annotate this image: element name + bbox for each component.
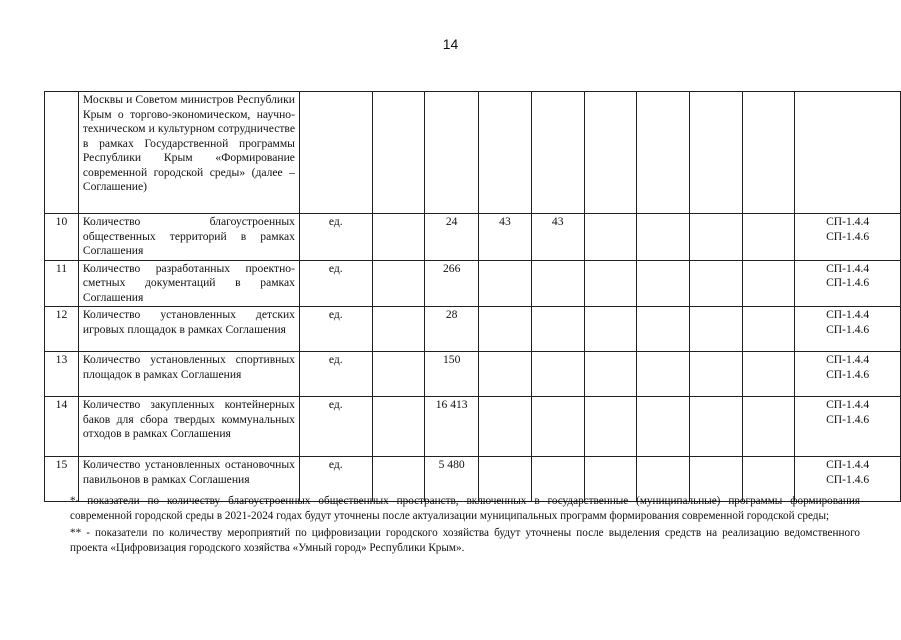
codes-cell	[795, 397, 901, 457]
value-cell	[637, 397, 690, 457]
value-cell	[372, 92, 425, 214]
value-cell	[531, 352, 584, 397]
unit-cell: ед.	[299, 457, 372, 502]
code-label: СП-1.4.6	[826, 276, 870, 289]
table-row	[45, 260, 901, 307]
indicator-name-cell: Количество благоустроенных общественных территорий в рамках Соглашения	[78, 214, 299, 261]
footnotes	[70, 494, 860, 556]
row-number-cell: 15	[45, 457, 79, 502]
indicators-table	[44, 91, 901, 502]
value-cell	[479, 92, 532, 214]
code-label: СП-1.4.4	[826, 353, 870, 366]
value-cell	[372, 260, 425, 307]
value-cell	[531, 92, 584, 214]
unit-cell: ед.	[299, 397, 372, 457]
value-cell	[531, 397, 584, 457]
value-cell: 266	[425, 260, 479, 307]
value-cell	[425, 92, 479, 214]
unit-cell	[299, 92, 372, 214]
row-number-cell: 14	[45, 397, 79, 457]
value-cell	[479, 307, 532, 352]
footnote-2: ** - показатели по количеству мероприятий по цифровизации городского хозяйства будут уточнены после выделения средств на реализацию ведомственного проекта «Цифровизация городского хозяйства «Умный город» Республики Крым».	[70, 527, 860, 554]
value-cell	[742, 397, 795, 457]
table-row	[45, 214, 901, 261]
value-cell	[689, 307, 742, 352]
value-cell	[742, 214, 795, 261]
code-label: СП-1.4.4	[826, 308, 870, 321]
value-cell: 150	[425, 352, 479, 397]
value-cell: 5 480	[425, 457, 479, 502]
value-cell: 16 413	[425, 397, 479, 457]
value-cell	[637, 260, 690, 307]
code-label: СП-1.4.6	[826, 322, 870, 336]
code-label: СП-1.4.4	[826, 398, 870, 411]
value-cell	[637, 214, 690, 261]
footnote-1: *- показатели по количеству благоустроенных общественных пространств, включенных в государственные (муниципальные) программы формирования современной городской среды в 2021-2024 годах будут уточнены после актуализации муниципальных программ формирования современной городской среды;	[70, 495, 860, 522]
table-body	[45, 92, 901, 502]
codes-cell	[795, 260, 901, 307]
value-cell: 24	[425, 214, 479, 261]
row-number-cell	[45, 92, 79, 214]
code-label: СП-1.4.6	[826, 412, 870, 426]
row-number-cell: 12	[45, 307, 79, 352]
value-cell	[531, 260, 584, 307]
value-cell	[689, 352, 742, 397]
value-cell	[742, 260, 795, 307]
unit-cell: ед.	[299, 307, 372, 352]
value-cell: 43	[531, 214, 584, 261]
value-cell	[372, 214, 425, 261]
value-cell	[689, 92, 742, 214]
page-number: 14	[442, 36, 459, 52]
value-cell	[372, 307, 425, 352]
value-cell	[584, 307, 637, 352]
value-cell: 43	[479, 214, 532, 261]
value-cell	[742, 307, 795, 352]
code-label: СП-1.4.6	[826, 367, 870, 381]
value-cell	[689, 214, 742, 261]
value-cell	[479, 352, 532, 397]
unit-cell: ед.	[299, 352, 372, 397]
value-cell: 28	[425, 307, 479, 352]
indicator-name-cell: Количество закупленных контейнерных баков для сбора твердых коммунальных отходов в рамках Соглашения	[78, 397, 299, 457]
indicator-name-cell: Количество установленных детских игровых площадок в рамках Соглашения	[78, 307, 299, 352]
table-row	[45, 307, 901, 352]
value-cell	[372, 397, 425, 457]
value-cell	[584, 214, 637, 261]
row-number-cell: 11	[45, 260, 79, 307]
value-cell	[637, 92, 690, 214]
indicator-name-cell: Москвы и Советом министров Республики Крым о торгово-экономическом, научно-техническом и культурном сотрудничестве в рамках Государственной программы Республики Крым «Формирование современной городской среды» (далее – Соглашение)	[78, 92, 299, 214]
indicator-name-cell: Количество установленных спортивных площадок в рамках Соглашения	[78, 352, 299, 397]
table-row	[45, 397, 901, 457]
indicator-name-cell: Количество установленных остановочных павильонов в рамках Соглашения	[78, 457, 299, 502]
code-label: СП-1.4.6	[826, 472, 870, 486]
table-row	[45, 352, 901, 397]
codes-cell	[795, 352, 901, 397]
value-cell	[637, 307, 690, 352]
value-cell	[584, 397, 637, 457]
code-label: СП-1.4.4	[826, 215, 870, 228]
value-cell	[584, 92, 637, 214]
value-cell	[479, 260, 532, 307]
code-label: СП-1.4.6	[826, 229, 870, 243]
row-number-cell: 13	[45, 352, 79, 397]
code-label: СП-1.4.4	[826, 458, 870, 471]
value-cell	[584, 352, 637, 397]
unit-cell: ед.	[299, 214, 372, 261]
codes-cell	[795, 307, 901, 352]
table-row	[45, 92, 901, 214]
value-cell	[372, 352, 425, 397]
value-cell	[689, 397, 742, 457]
value-cell	[742, 92, 795, 214]
codes-cell	[795, 214, 901, 261]
value-cell	[742, 352, 795, 397]
value-cell	[479, 397, 532, 457]
indicator-name-cell: Количество разработанных проектно-сметных документаций в рамках Соглашения	[78, 260, 299, 307]
row-number-cell: 10	[45, 214, 79, 261]
value-cell	[531, 307, 584, 352]
value-cell	[584, 260, 637, 307]
codes-cell	[795, 92, 901, 214]
unit-cell: ед.	[299, 260, 372, 307]
value-cell	[689, 260, 742, 307]
value-cell	[637, 352, 690, 397]
code-label: СП-1.4.4	[826, 261, 870, 275]
